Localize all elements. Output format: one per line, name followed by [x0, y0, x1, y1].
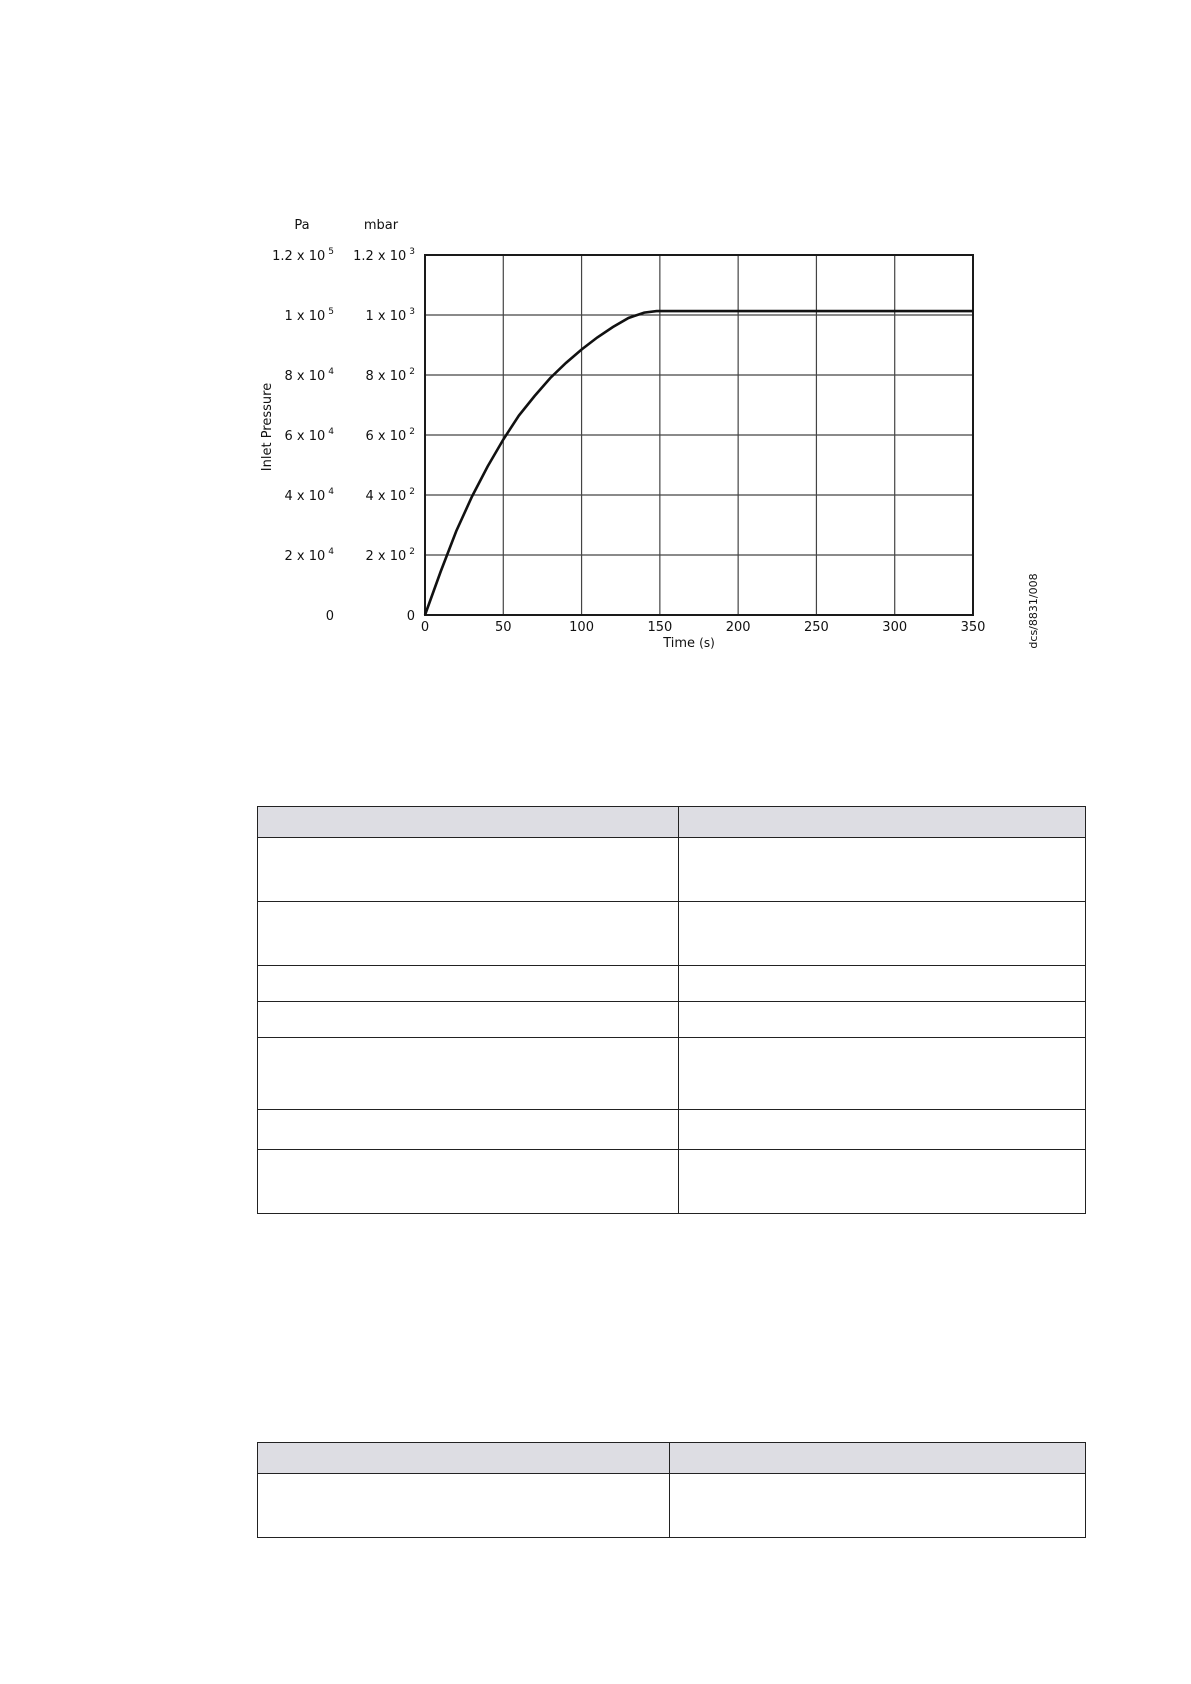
- x-tick-label: 150: [647, 620, 673, 635]
- table-row: [258, 838, 1086, 902]
- table-cell: [670, 1474, 1086, 1538]
- y-tick-label-pa: 2 x 10 $^4$: [284, 547, 334, 564]
- y-tick-label-mbar: 2 x 10 $^2$: [365, 547, 415, 564]
- table-cell: [679, 838, 1086, 902]
- table-cell: [258, 1150, 679, 1214]
- table-cell: [679, 902, 1086, 966]
- table-1: [257, 806, 1086, 1214]
- y-tick-label-mbar: 6 x 10 $^2$: [365, 427, 415, 444]
- x-tick-label: 100: [569, 620, 594, 635]
- x-tick-label: 50: [495, 620, 512, 635]
- table-cell: [258, 966, 679, 1002]
- table-row: [258, 1150, 1086, 1214]
- y-unit-pa-label: Pa: [294, 218, 310, 233]
- table-cell: [258, 838, 679, 902]
- y-tick-label-pa: 1.2 x 10 $^5$: [272, 247, 334, 264]
- table-header-cell: [258, 1443, 670, 1474]
- table-header-cell: [670, 1443, 1086, 1474]
- series-line: [425, 311, 973, 615]
- y-tick-label-mbar: 0: [406, 609, 415, 624]
- x-axis-label: Time: [663, 636, 696, 651]
- table-row: [258, 966, 1086, 1002]
- y-tick-label-pa: 4 x 10 $^4$: [284, 487, 334, 504]
- x-axis-unit: (s): [699, 636, 715, 650]
- table-cell: [679, 1150, 1086, 1214]
- x-axis-label-group: [662, 636, 715, 651]
- table-2: [257, 1442, 1086, 1538]
- figure-code: dcs/8831/008: [1027, 573, 1040, 649]
- y-tick-label-pa: 0: [325, 609, 334, 624]
- x-tick-label: 250: [804, 620, 829, 635]
- y-tick-label-pa: 8 x 10 $^4$: [284, 367, 334, 384]
- table-header-cell: [679, 807, 1086, 838]
- table-cell: [679, 1038, 1086, 1110]
- table-cell: [258, 1038, 679, 1110]
- y-tick-labels: [272, 247, 415, 624]
- table-cell: [258, 1110, 679, 1150]
- y-unit-mbar-label: mbar: [363, 218, 399, 233]
- table-cell: [679, 1002, 1086, 1038]
- table-row: [258, 902, 1086, 966]
- y-axis-label: Inlet Pressure: [260, 382, 275, 472]
- y-tick-label-mbar: 8 x 10 $^2$: [365, 367, 415, 384]
- x-tick-labels: [421, 620, 986, 635]
- y-tick-label-mbar: 4 x 10 $^2$: [365, 487, 415, 504]
- x-tick-label: 0: [420, 620, 430, 635]
- table-cell: [679, 966, 1086, 1002]
- table-row: [258, 1038, 1086, 1110]
- x-tick-label: 200: [725, 620, 751, 635]
- table-cell: [258, 1002, 679, 1038]
- table-cell: [679, 1110, 1086, 1150]
- x-tick-label: 300: [882, 620, 908, 635]
- y-tick-label-mbar: 1.2 x 10 $^3$: [353, 247, 415, 264]
- table-row: [258, 1002, 1086, 1038]
- table-header-row: [258, 1443, 1086, 1474]
- pressure-chart: [0, 0, 1191, 680]
- table-header-cell: [258, 807, 679, 838]
- x-tick-label: 350: [960, 620, 986, 635]
- y-tick-label-mbar: 1 x 10 $^3$: [365, 307, 415, 324]
- y-tick-label-pa: 6 x 10 $^4$: [284, 427, 334, 444]
- y-tick-label-pa: 1 x 10 $^5$: [284, 307, 334, 324]
- table-cell: [258, 902, 679, 966]
- table-row: [258, 1474, 1086, 1538]
- table-header-row: [258, 807, 1086, 838]
- table-cell: [258, 1474, 670, 1538]
- table-row: [258, 1110, 1086, 1150]
